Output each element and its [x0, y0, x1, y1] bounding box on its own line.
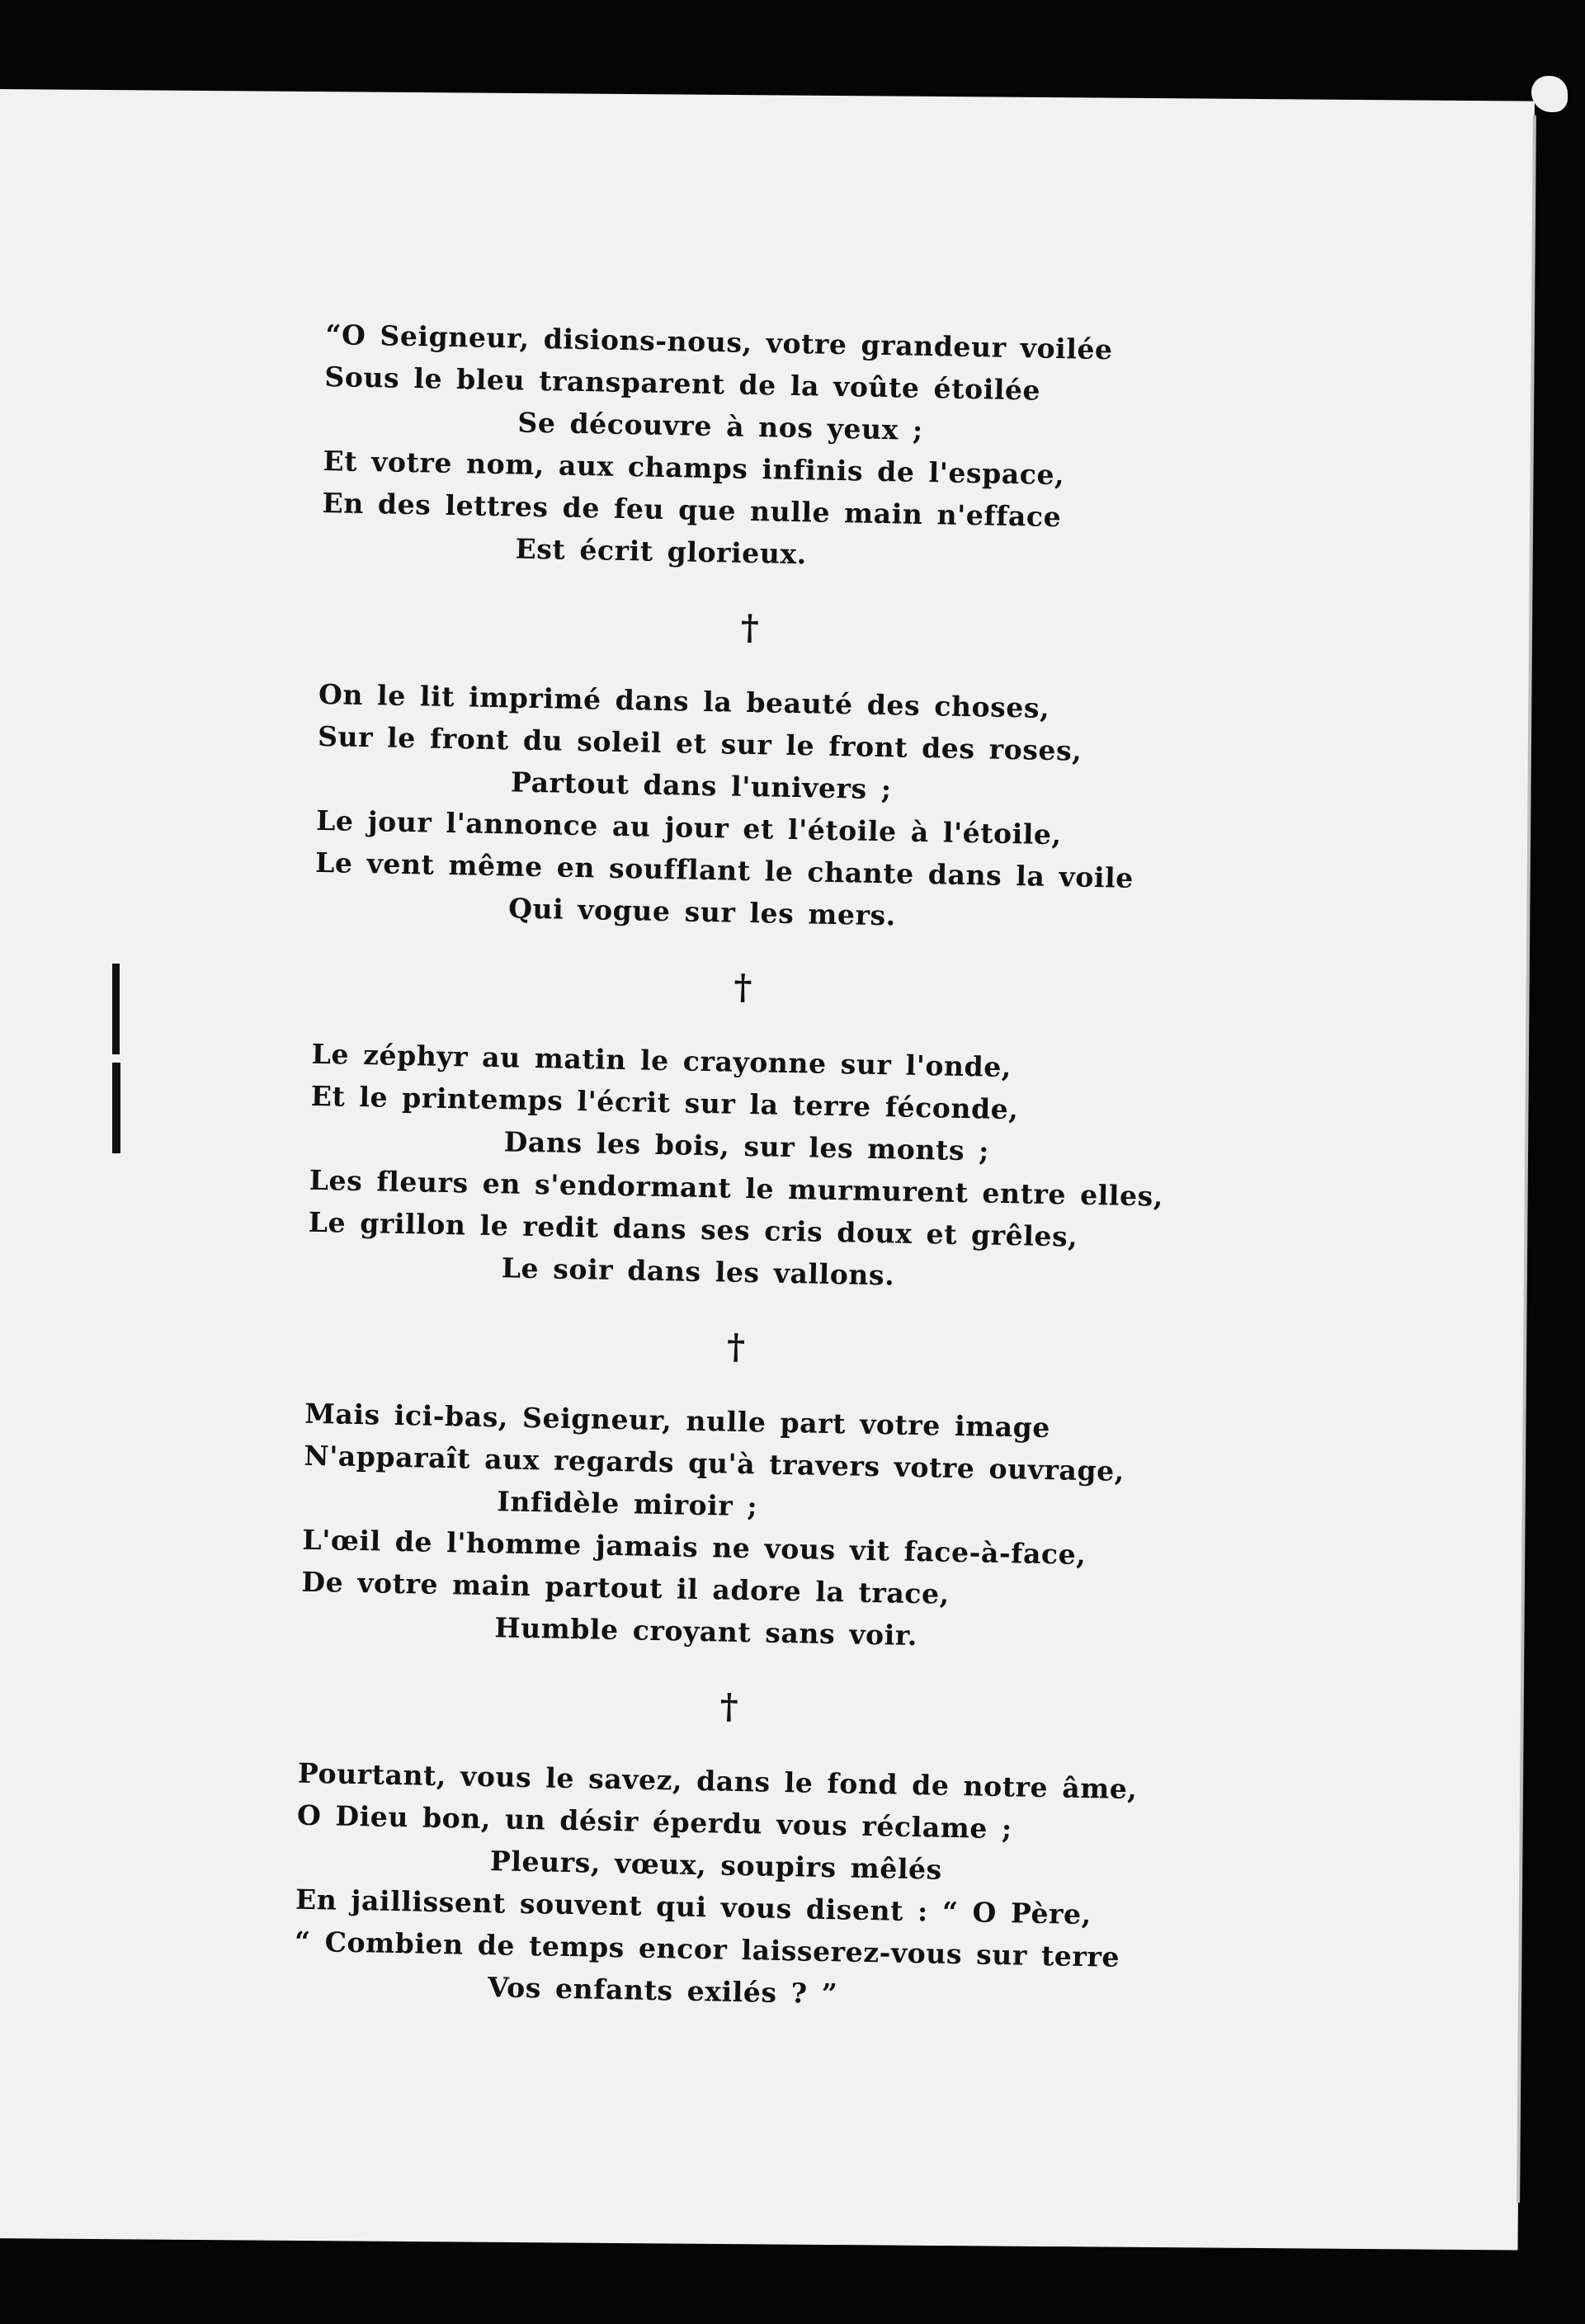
stanza-divider-cross: †	[740, 606, 760, 648]
poem-line: On le lit imprimé dans la beauté des choses,	[318, 677, 1050, 724]
poem-line: Le zéphyr au matin le crayonne sur l'onde,	[311, 1037, 1012, 1084]
poem-line: Sur le front du soleil et sur le front des roses,	[317, 719, 1083, 767]
poem-line: L'œil de l'homme jamais ne vous vit face-à-face,	[302, 1523, 1087, 1571]
poem-line: Sous le bleu transparent de la voûte étoilée	[324, 360, 1041, 407]
poem-line: En jaillissent souvent qui vous disent : “ O Père,	[295, 1883, 1092, 1931]
stanza-2	[314, 673, 1276, 944]
poem-line: Les fleurs en s'endormant le murmurent entre elles,	[309, 1163, 1164, 1213]
poem-line: Et le printemps l'écrit sur la terre féconde,	[310, 1079, 1019, 1126]
poem-line: De votre main partout il adore la trace,	[301, 1565, 951, 1610]
poem-line: Le vent même en soufflant le chante dans la voile	[314, 846, 1135, 894]
poem-line: Est écrit glorieux.	[515, 532, 808, 571]
poem-line: Infidèle miroir ;	[497, 1485, 758, 1523]
margin-mark-upper	[112, 964, 120, 1054]
scan-blot	[1531, 76, 1568, 112]
poem-line: N'apparaît aux regards qu'à travers votre ouvrage,	[304, 1439, 1125, 1487]
poem-line: Se découvre à nos yeux ;	[517, 406, 924, 446]
stanza-5	[294, 1752, 1256, 2023]
margin-mark-lower	[112, 1063, 120, 1153]
poem-line: Pourtant, vous le savez, dans le fond de notre âme,	[297, 1756, 1138, 1806]
stanza-divider-cross: †	[733, 966, 752, 1008]
poem-line: Le soir dans les vallons.	[501, 1252, 895, 1292]
poem	[294, 313, 1283, 2023]
poem-line: O Dieu bon, un désir éperdu vous réclame ;	[296, 1798, 1013, 1846]
stanza-1	[321, 313, 1283, 584]
stanza-4	[300, 1393, 1262, 1663]
poem-line: Le grillon le redit dans ses cris doux et grêles,	[308, 1205, 1078, 1253]
poem-line: “ Combien de temps encor laisserez-vous sur terre	[294, 1925, 1120, 1973]
poem-line: Pleurs, vœux, soupirs mêlés	[489, 1845, 943, 1886]
poem-line: Mais ici-bas, Seigneur, nulle part votre image	[304, 1397, 1051, 1445]
poem-line: Humble croyant sans voir.	[494, 1611, 918, 1652]
stanza-divider-cross: †	[719, 1685, 739, 1727]
poem-line: Le jour l'annonce au jour et l'étoile à l'étoile,	[315, 804, 1063, 851]
poem-line: Et votre nom, aux champs infinis de l'espace,	[323, 444, 1065, 492]
poem-line: Partout dans l'univers ;	[510, 766, 892, 806]
poem-line: Dans les bois, sur les monts ;	[503, 1125, 990, 1167]
poem-line: Vos enfants exilés ? ”	[487, 1971, 838, 2011]
poem-line: En des lettres de feu que nulle main n'efface	[322, 486, 1062, 534]
stanza-3	[307, 1033, 1269, 1303]
stanza-divider-cross: †	[726, 1326, 746, 1367]
poem-line: “O Seigneur, disions-nous, votre grandeur voilée	[325, 318, 1113, 366]
poem-line: Qui vogue sur les mers.	[507, 892, 897, 932]
